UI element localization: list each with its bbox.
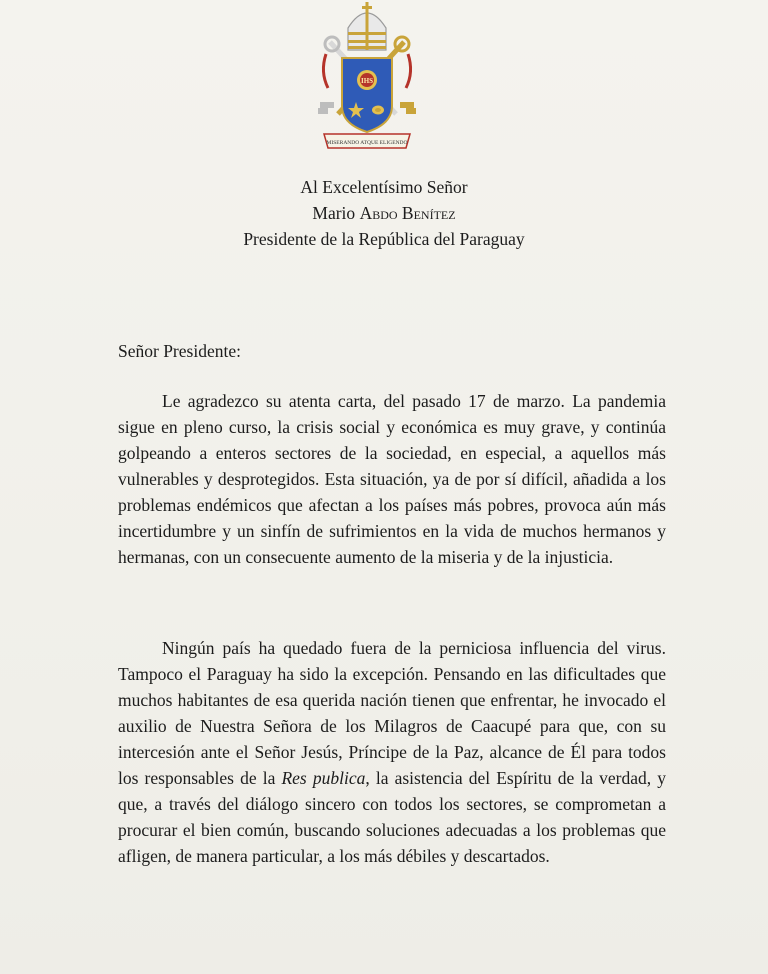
addressee-block [0, 174, 768, 252]
motto-ribbon [324, 134, 410, 148]
salutation: Señor Presidente: [118, 341, 241, 361]
mitre-icon [348, 2, 386, 50]
svg-text:MISERANDO ATQUE ELIGENDO: MISERANDO ATQUE ELIGENDO [326, 140, 408, 146]
res-publica-italic: Res publica [281, 768, 366, 788]
svg-text:IHS: IHS [360, 77, 374, 85]
papal-coat-of-arms [312, 2, 422, 154]
shield-icon [342, 58, 392, 132]
addressee-name: Mario Abdo Benítez [312, 203, 456, 223]
paragraph-1: Le agradezco su atenta carta, del pasado 17 de marzo. La pandemia sigue en pleno curso, la crisis social y económica es muy grave, y continúa golpeando a enteros sectores de la sociedad, en especial, a aquellos más vulnerables y desprotegidos. Esta situación, ya de por sí difícil, añadida a los problemas endémicos que afectan a los países más pobres, provoca aún más incertidumbre y un sinfín de sufrimientos en la vida de muchos hermanos y hermanas, con un consecuente aumento de la miseria y de la injusticia. [118, 391, 666, 567]
addressee-title: Al Excelentísimo Señor [300, 177, 468, 197]
paragraph-2: Ningún país ha quedado fuera de la perniciosa influencia del virus. Tampoco el Paraguay ha sido la excepción. Pensando en las dificultades que muchos habitantes de esa querida nación tienen que enfrentar, he invocado el auxilio de Nuestra Señora de los Milagros de Caacupé para que, con su intercesión ante el Señor Jesús, Príncipe de la Paz, alcance de Él para todos los responsables de la Res publica, la asistencia del Espíritu de la verdad, y que, a través del diálogo sincero con todos los sectores, se comprometan a procurar el bien común, buscando soluciones adecuadas a los problemas que afligen, de manera particular, a los más débiles y descartados. [118, 638, 666, 866]
addressee-position: Presidente de la República del Paraguay [243, 229, 525, 249]
